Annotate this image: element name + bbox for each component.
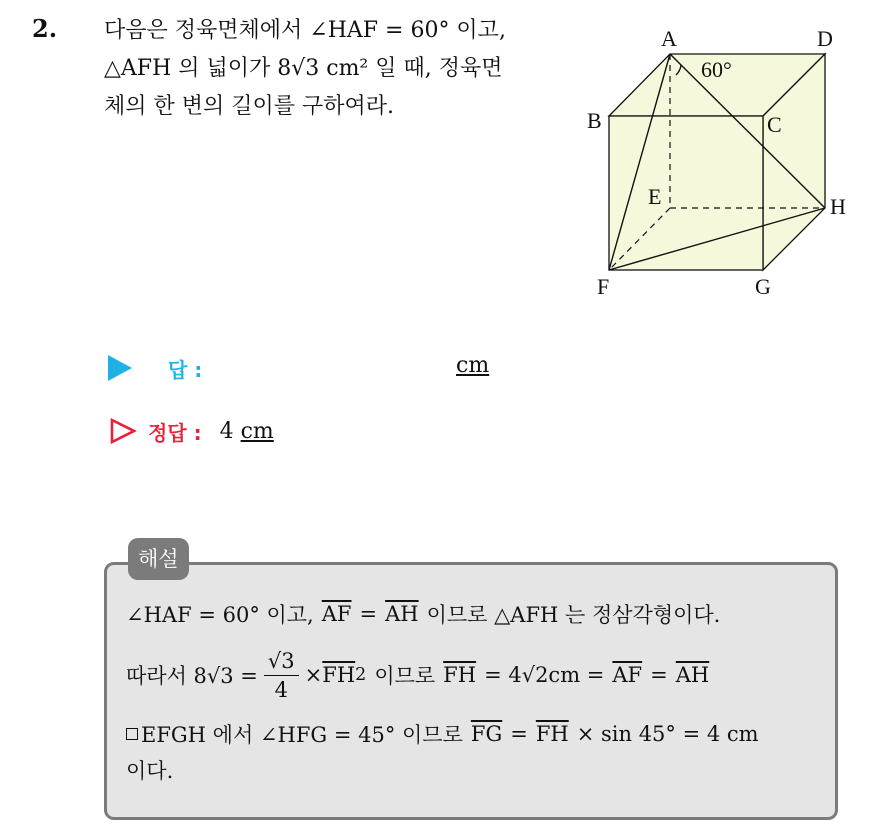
sol-l2-eq: =	[650, 663, 668, 687]
solution-line-2	[126, 638, 832, 712]
sol-l1-text-b: 이므로 △AFH 는 정삼각형이다.	[426, 603, 721, 627]
cube-front-face	[609, 116, 763, 270]
answer-unit: cm	[456, 353, 490, 378]
correct-label: 정답 :	[148, 420, 202, 445]
sol-l2-text-c: = 4√2cm =	[484, 663, 605, 687]
sol-l3-fh: $\overline{FH}$	[535, 722, 569, 746]
solution-line-1	[126, 596, 832, 632]
question-line-1: 다음은 정육면체에서 ∠HAF = 60° 이고,	[104, 18, 506, 43]
vertex-h: H	[830, 194, 846, 219]
question-line-3: 체의 한 변의 길이를 구하여라.	[104, 94, 394, 119]
sol-l1-eq: =	[359, 602, 378, 626]
sol-l4-text: 이다.	[126, 759, 174, 783]
sol-l2-times: ×	[304, 663, 323, 687]
sol-l3-text-a: EFGH 에서 ∠HFG = 45° 이므로	[141, 723, 463, 747]
vertex-f: F	[597, 274, 610, 299]
square-symbol-icon	[126, 728, 138, 740]
sol-l2-fraction	[264, 649, 299, 702]
sol-l1-af: $\overline{AF}$	[321, 602, 352, 626]
sol-l3-eq: =	[510, 722, 528, 746]
vertex-c: C	[767, 112, 782, 137]
answer-label: 답 :	[168, 357, 203, 382]
correct-marker-icon	[108, 416, 138, 446]
vertex-b: B	[587, 108, 602, 133]
question-number: 2.	[32, 14, 58, 43]
answer-row	[108, 350, 490, 386]
sol-l3-text-b: × sin 45° = 4 cm	[576, 722, 759, 746]
correct-value-group	[220, 419, 274, 444]
correct-unit: cm	[240, 418, 274, 444]
sol-l2-af: $\overline{AF}$	[612, 663, 643, 687]
sol-l2-fh2: $\overline{FH}$	[443, 663, 477, 687]
question-text	[104, 12, 564, 126]
vertex-a: A	[661, 26, 677, 51]
solution-line-4	[126, 752, 832, 788]
sol-l1-ah: $\overline{AH}$	[385, 602, 419, 626]
sol-l3-fg: $\overline{FG}$	[470, 722, 503, 746]
sol-l2-numerator: √3	[264, 649, 299, 676]
sol-l1-text-a: ∠HAF = 60° 이고,	[126, 603, 314, 627]
solution-tag: 해설	[128, 538, 189, 580]
cube-figure	[585, 24, 860, 304]
answer-marker-icon	[108, 355, 132, 381]
sol-l2-ah: $\overline{AH}$	[675, 663, 710, 687]
sol-l2-fh: $\overline{FH}$	[322, 663, 356, 687]
correct-value: 4	[219, 418, 234, 444]
sol-l2-text-b: 이므로	[374, 664, 436, 688]
question-line-2: △AFH 의 넓이가 8√3 cm² 일 때, 정육면	[104, 56, 503, 81]
solution-line-3	[126, 716, 832, 752]
sol-l2-text-a: 따라서 8√3 =	[126, 664, 258, 688]
correct-answer-row	[108, 412, 274, 450]
sol-l2-sup: 2	[355, 665, 367, 685]
vertex-e: E	[648, 184, 662, 209]
vertex-g: G	[755, 274, 771, 299]
sol-l2-denominator: 4	[274, 677, 288, 702]
vertex-d: D	[817, 26, 833, 51]
solution-text	[126, 596, 832, 788]
angle-label: 60°	[701, 57, 732, 82]
